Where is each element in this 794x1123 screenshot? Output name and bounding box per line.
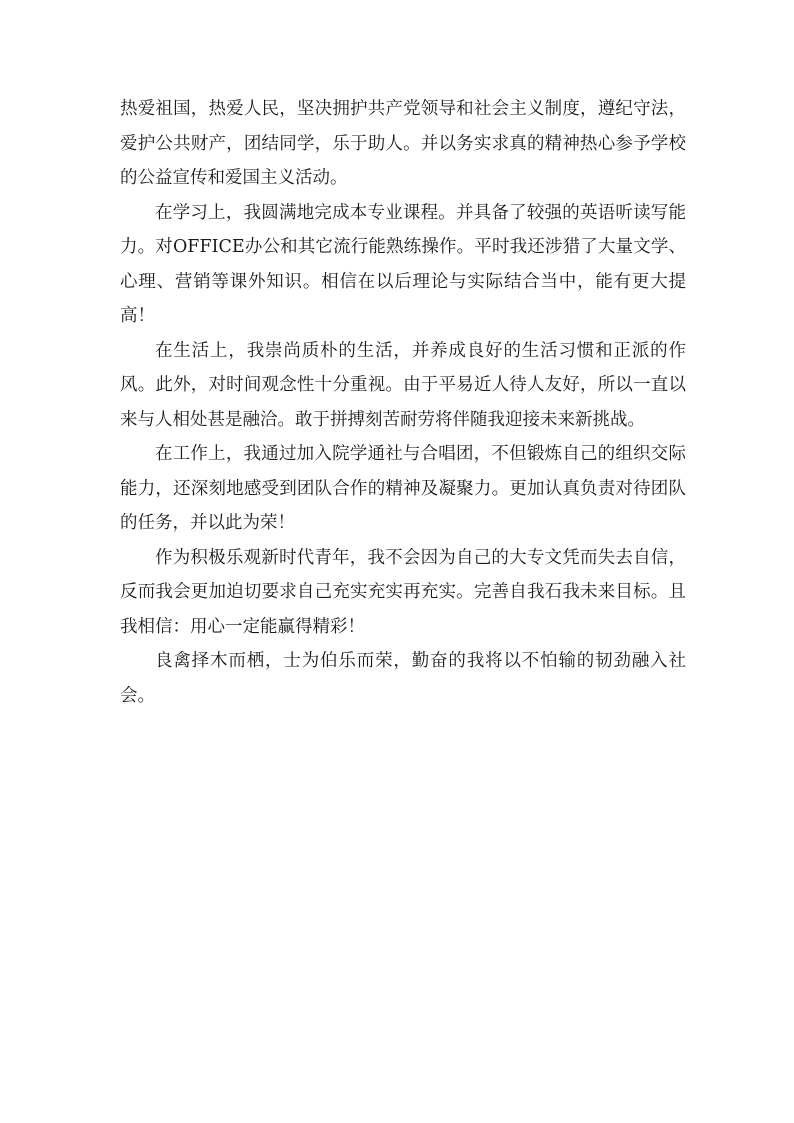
paragraph-work: 在工作上，我通过加入院学通社与合唱团，不但锻炼自己的组织交际能力，还深刻地感受到团队合作的精神及凝聚力。更加认真负责对待团队的任务，并以此为荣！ bbox=[120, 444, 686, 533]
paragraph-closing: 良禽择木而栖，士为伯乐而荣，勤奋的我将以不怕输的韧劲融入社会。 bbox=[120, 651, 686, 706]
paragraph-intro: 热爱祖国，热爱人民，坚决拥护共产党领导和社会主义制度，遵纪守法，爱护公共财产，团结同学，乐于助人。并以务实求真的精神热心参予学校的公益宣传和爱国主义活动。 bbox=[120, 99, 686, 188]
document-body bbox=[120, 92, 686, 713]
paragraph-outlook: 作为积极乐观新时代青年，我不会因为自己的大专文凭而失去自信，反而我会更加迫切要求自己充实充实再充实。完善自我石我未来目标。且我相信：用心一定能赢得精彩！ bbox=[120, 547, 686, 637]
paragraph-study: 在学习上，我圆满地完成本专业课程。并具备了较强的英语听读写能力。对OFFICE办公和其它流行能熟练操作。平时我还涉猎了大量文学、心理、营销等课外知识。相信在以后理论与实际结合当中，能有更大提高！ bbox=[120, 202, 686, 326]
paragraph-life: 在生活上，我崇尚质朴的生活，并养成良好的生活习惯和正派的作风。此外，对时间观念性十分重视。由于平易近人待人友好，所以一直以来与人相处甚是融洽。敢于拼搏刻苦耐劳将伴随我迎接未来新挑战。 bbox=[120, 340, 686, 430]
